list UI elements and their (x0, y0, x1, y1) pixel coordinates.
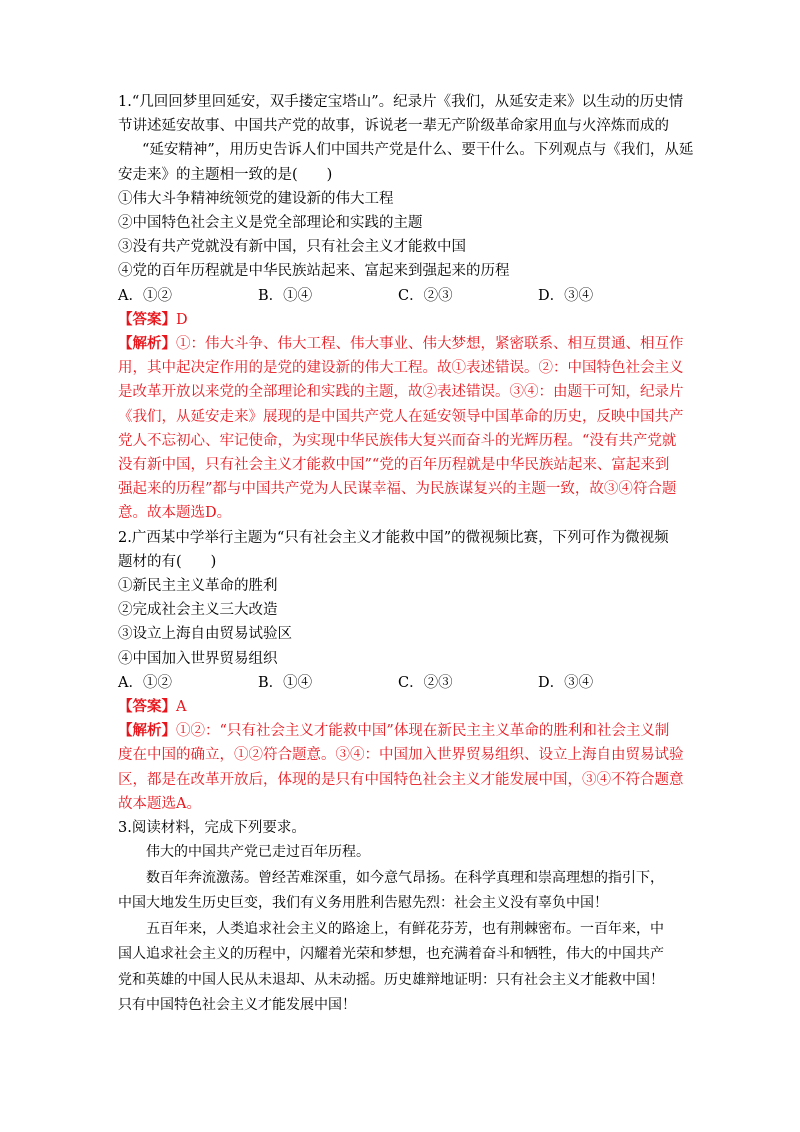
material-line: 党和英雄的中国人民从未退却、从未动摇。历史雄辩地证明：只有社会主义才能救中国！ (118, 971, 664, 988)
material-line: 伟大的中国共产党已走过百年历程。 (146, 844, 370, 861)
option-a: A．①② (118, 674, 172, 691)
statement-item: ①伟大斗争精神统领党的建设新的伟大工程 (118, 190, 394, 207)
question-2 (118, 526, 688, 816)
material-line: 只有中国特色社会主义才能发展中国！ (118, 997, 356, 1014)
question-3 (118, 816, 688, 1019)
material-line: 中国大地发生历史巨变，我们有义务用胜利告慰先烈：社会主义没有辜负中国！ (118, 895, 608, 912)
analysis-line: 区，都是在改革开放后，体现的是只有中国特色社会主义才能发展中国，③④不符合题意 (118, 771, 684, 788)
answer-tag: 【答案】 (118, 310, 176, 328)
answer-line (118, 695, 688, 719)
analysis-line: 强起来的历程”都与中国共产党为人民谋幸福、为民族谋复兴的主题一致，故③④符合题 (118, 481, 677, 498)
material-line: 五百年来，人类追求社会主义的路途上，有鲜花芬芳，也有荆棘密布。一百年来，中 (146, 920, 664, 937)
analysis-tag: 【解析】 (118, 722, 176, 740)
material-line: 国人追求社会主义的历程中，闪耀着光荣和梦想，也充满着奋斗和牺牲，伟大的中国共产 (118, 946, 664, 963)
question-stem-line: 安走来》的主题相一致的是( ) (118, 166, 333, 183)
analysis-line: 【解析】①：伟大斗争、伟大工程、伟大事业、伟大梦想，紧密联系、相互贯通、相互作 (118, 335, 684, 353)
analysis-tag: 【解析】 (118, 335, 176, 353)
statement-item: ④党的百年历程就是中华民族站起来、富起来到强起来的历程 (118, 263, 510, 280)
reading-material (118, 840, 688, 1019)
analysis-line: 【解析】①②：“只有社会主义才能救中国”体现在新民主主义革命的胜利和社会主义制 (118, 722, 670, 740)
analysis-line: 党人不忘初心、牢记使命，为实现中华民族伟大复兴而奋斗的光辉历程。“没有共产党就 (118, 432, 677, 449)
question-stem-line: “延安精神”，用历史告诉人们中国共产党是什么、要干什么。下列观点与《我们，从延 (142, 142, 694, 159)
question-stem-line: 2.广西某中学举行主题为“只有社会主义才能救中国”的微视频比赛，下列可作为微视频 (118, 529, 669, 546)
analysis-line: 没有新中国，只有社会主义才能救中国”“党的百年历程就是中华民族站起来、富起来到 (118, 457, 670, 474)
statement-item: ①新民主主义革命的胜利 (118, 578, 278, 595)
statement-item: ②完成社会主义三大改造 (118, 602, 278, 619)
statement-item: ③没有共产党就没有新中国，只有社会主义才能救中国 (118, 239, 466, 256)
answer-options (118, 284, 688, 308)
analysis-line: 度在中国的确立，①②符合题意。③④：中国加入世界贸易组织、设立上海自由贸易试验 (118, 747, 684, 764)
question-stem-line: 节讲述延安故事、中国共产党的故事，诉说老一辈无产阶级革命家用血与火淬炼而成的 (118, 118, 669, 135)
option-b: B．①④ (258, 674, 313, 691)
analysis-line: 是改革开放以来党的全部理论和实践的主题，故②表述错误。③④：由题干可知，纪录片 (118, 384, 684, 401)
option-d: D．③④ (538, 674, 594, 691)
option-b: B．①④ (258, 287, 313, 304)
answer-tag: 【答案】 (118, 698, 176, 716)
analysis-line: 用，其中起决定作用的是党的建设新的伟大工程。故①表述错误。②：中国特色社会主义 (118, 360, 684, 377)
option-d: D．③④ (538, 287, 594, 304)
answer-options (118, 671, 688, 695)
option-c: C．②③ (398, 287, 453, 304)
analysis-line: 《我们，从延安走来》展现的是中国共产党人在延安领导中国革命的历史，反映中国共产 (118, 408, 684, 425)
statement-item: ④中国加入世界贸易组织 (118, 650, 278, 667)
question-stem-line: 1.“几回回梦里回延安，双手搂定宝塔山”。纪录片《我们，从延安走来》以生动的历史情 (118, 94, 684, 110)
answer-line (118, 308, 688, 332)
question-1 (118, 90, 694, 526)
question-stem-line: 题材的有( ) (118, 553, 217, 570)
option-c: C．②③ (398, 674, 453, 691)
statement-item: ③设立上海自由贸易试验区 (118, 626, 292, 643)
question-stem-line: 3.阅读材料，完成下列要求。 (118, 820, 306, 837)
material-line: 数百年奔流激荡。曾经苦难深重，如今意气昂扬。在科学真理和崇高理想的指引下， (146, 869, 664, 886)
analysis-line: 故本题选A。 (118, 795, 201, 812)
statement-item: ②中国特色社会主义是党全部理论和实践的主题 (118, 215, 423, 232)
answer-value: D (176, 311, 188, 328)
option-a: A．①② (118, 287, 172, 304)
analysis-line: 意。故本题选D。 (118, 505, 232, 522)
answer-value: A (176, 699, 187, 716)
document-content (118, 90, 694, 1019)
